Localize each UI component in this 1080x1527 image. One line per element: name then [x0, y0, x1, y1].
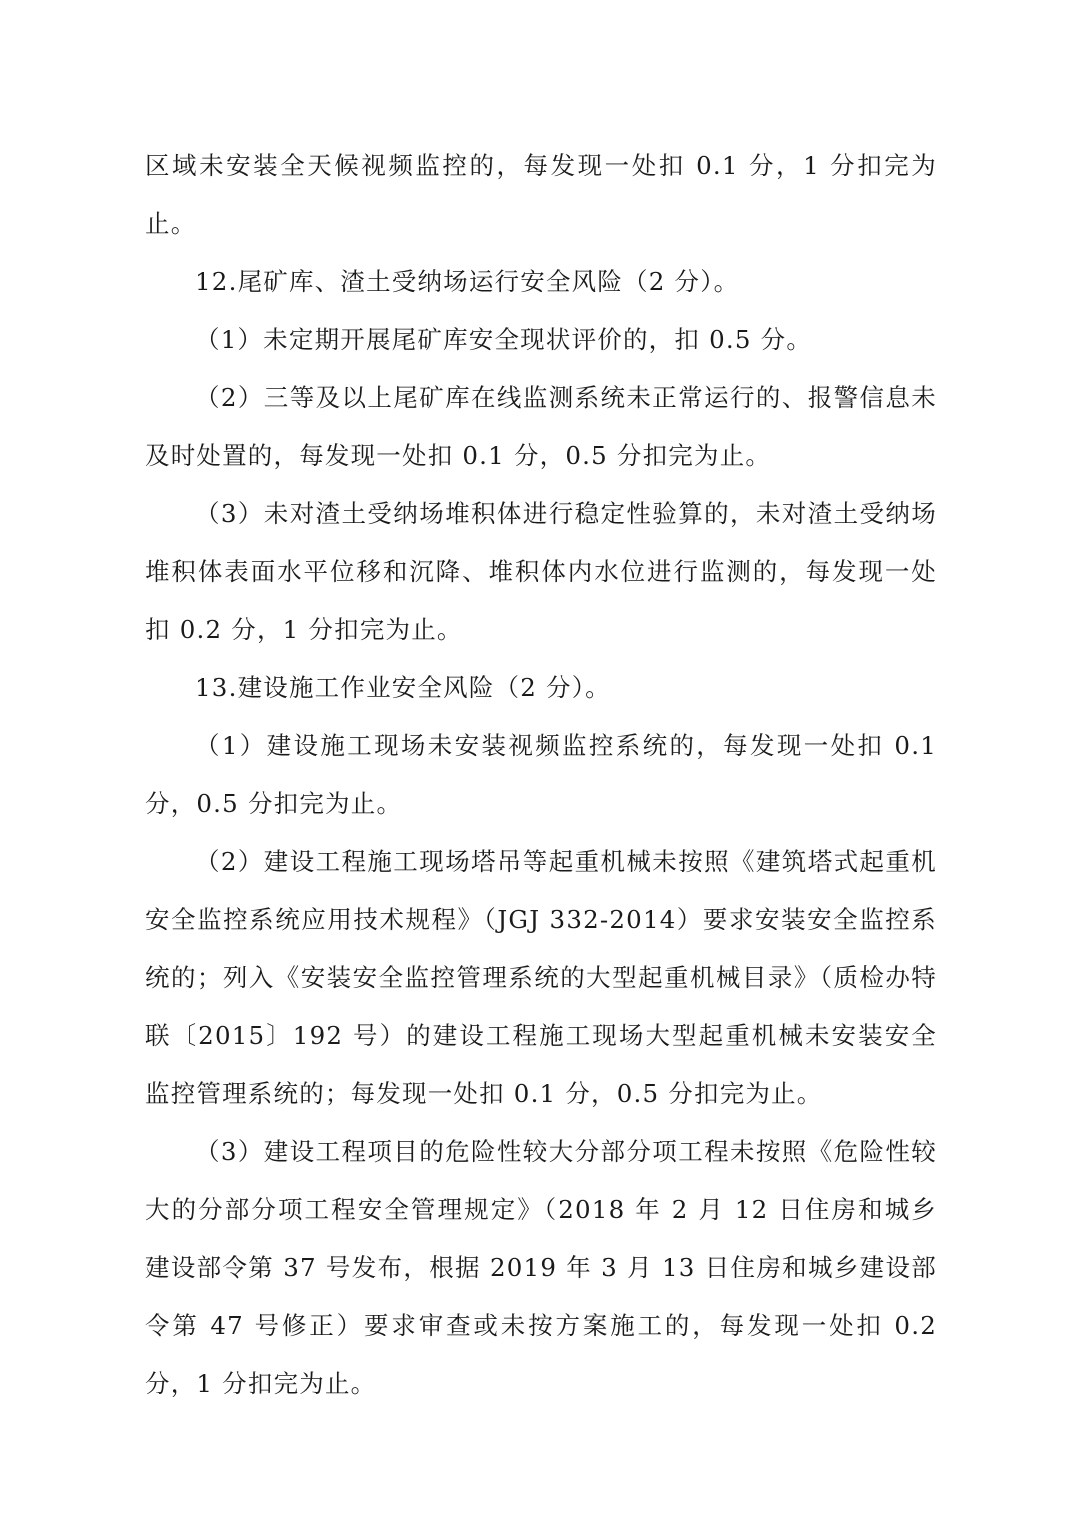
item-13-3: （3）建设工程项目的危险性较大分部分项工程未按照《危险性较大的分部分项工程安全管理规定》（2018 年 2 月 12 日住房和城乡建设部令第 37 号发布，根据 2019 年 3 月 13 日住房和城乡建设部令第 47 号修正）要求审查或未按方案施工的，每发现一处扣 0.2 分，1 分扣完为止。 — [145, 1137, 937, 1398]
item-12-3: （3）未对渣土受纳场堆积体进行稳定性验算的，未对渣土受纳场堆积体表面水平位移和沉降、堆积体内水位进行监测的，每发现一处扣 0.2 分，1 分扣完为止。 — [145, 499, 937, 644]
document-page — [145, 137, 937, 1413]
paragraph-continuation-video-monitoring: 区域未安装全天候视频监控的，每发现一处扣 0.1 分，1 分扣完为止。 — [145, 151, 937, 238]
item-12-2: （2）三等及以上尾矿库在线监测系统未正常运行的、报警信息未及时处置的，每发现一处扣 0.1 分，0.5 分扣完为止。 — [145, 383, 937, 470]
item-13-1: （1）建设施工现场未安装视频监控系统的，每发现一处扣 0.1 分，0.5 分扣完为止。 — [145, 731, 937, 818]
item-13-2: （2）建设工程施工现场塔吊等起重机械未按照《建筑塔式起重机安全监控系统应用技术规程》（JGJ 332-2014）要求安装安全监控系统的；列入《安装安全监控管理系统的大型起重机械目录》（质检办特联〔2015〕192 号）的建设工程施工现场大型起重机械未安装安全监控管理系统的；每发现一处扣 0.1 分，0.5 分扣完为止。 — [145, 847, 937, 1108]
item-12-1: （1）未定期开展尾矿库安全现状评价的，扣 0.5 分。 — [195, 325, 813, 354]
section-heading-12-tailings-risk: 12.尾矿库、渣土受纳场运行安全风险（2 分）。 — [195, 267, 740, 296]
section-heading-13-construction-risk: 13.建设施工作业安全风险（2 分）。 — [195, 673, 611, 702]
